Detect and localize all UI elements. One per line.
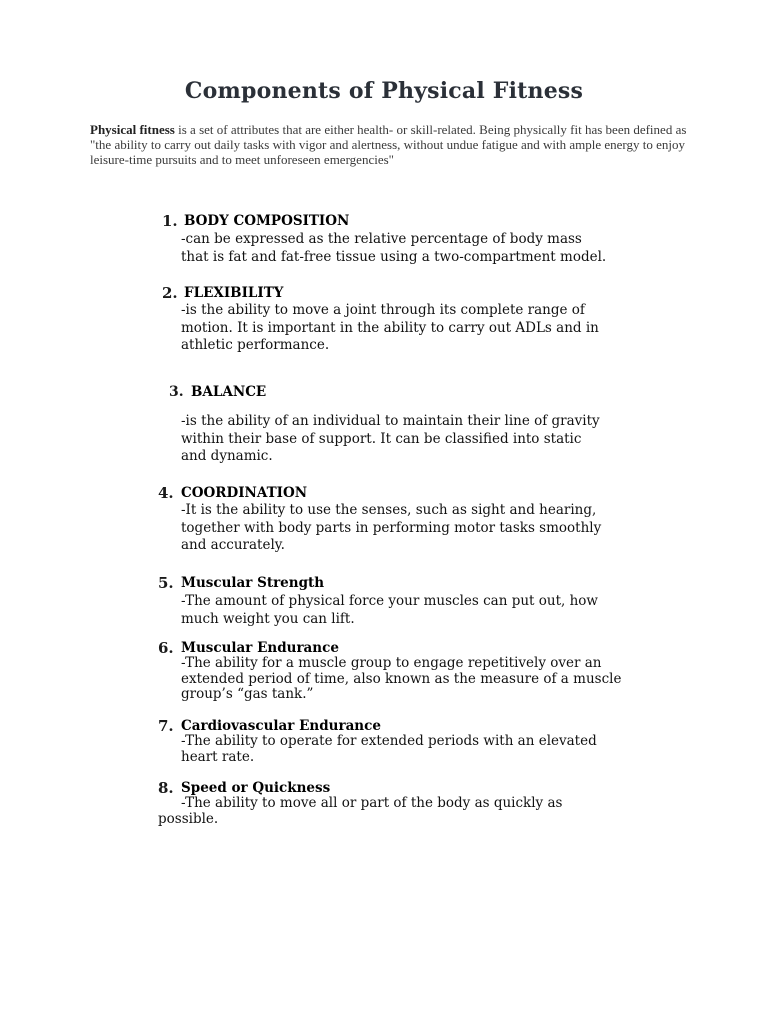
item-1-line: -can be expressed as the relative percentage of body mass	[181, 231, 582, 247]
item-4-heading: COORDINATION	[181, 485, 308, 501]
item-4-line: -It is the ability to use the senses, such as sight and hearing,	[181, 502, 597, 518]
item-8-heading: Speed or Quickness	[181, 780, 331, 796]
item-3-line: and dynamic.	[181, 448, 273, 464]
item-3-number: 3.	[169, 384, 184, 400]
item-7-line: heart rate.	[181, 748, 255, 765]
item-6-line: group’s “gas tank.”	[181, 686, 314, 702]
item-5-description	[181, 593, 701, 628]
item-3-line: -is the ability of an individual to maintain their line of gravity	[181, 413, 600, 429]
item-4-number: 4.	[158, 484, 174, 502]
intro-lead: Physical fitness	[90, 122, 175, 137]
page-title: Components of Physical Fitness	[184, 78, 584, 104]
item-2-line: -is the ability to move a joint through its complete range of	[181, 302, 585, 318]
item-6-number: 6.	[158, 639, 174, 657]
item-5-number: 5.	[158, 574, 174, 592]
item-2-heading: FLEXIBILITY	[184, 285, 284, 301]
item-4-line: and accurately.	[181, 537, 285, 553]
item-5-line: much weight you can lift.	[181, 610, 355, 627]
item-4-description	[181, 502, 701, 555]
item-4-line: together with body parts in performing motor tasks smoothly	[181, 519, 602, 536]
item-7-number: 7.	[158, 717, 174, 735]
item-2-number: 2.	[162, 284, 178, 302]
item-1-description	[181, 231, 701, 266]
item-6-line: -The ability for a muscle group to engage repetitively over an	[181, 655, 602, 671]
intro-paragraph	[90, 122, 690, 167]
item-7-line: -The ability to operate for extended periods with an elevated	[181, 733, 597, 749]
item-7-heading: Cardiovascular Endurance	[181, 718, 381, 734]
item-6-heading: Muscular Endurance	[181, 640, 339, 656]
item-3-description	[181, 413, 701, 466]
item-1-heading: BODY COMPOSITION	[184, 213, 350, 229]
item-3-line: within their base of support. It can be classified into static	[181, 430, 582, 447]
item-5-line: -The amount of physical force your muscles can put out, how	[181, 593, 598, 609]
item-8-number: 8.	[158, 779, 174, 797]
item-2-line: athletic performance.	[181, 337, 330, 353]
item-7-description	[181, 734, 701, 765]
item-1-number: 1.	[162, 212, 178, 230]
item-8-description-line-2: possible.	[158, 811, 219, 827]
intro-text: is a set of attributes that are either health- or skill-related. Being physically fit has been defined as "the ability to carry out daily tasks with vigor and alertness, without undue fatigue and with ample energy to enjoy leisure-time pursuits and to meet unforeseen emergencies"	[90, 122, 687, 167]
item-2-line: motion. It is important in the ability to carry out ADLs and in	[181, 319, 599, 336]
item-3-heading: BALANCE	[191, 384, 267, 400]
item-1-line: that is fat and fat-free tissue using a two-compartment model.	[181, 248, 607, 265]
item-6-description	[181, 656, 701, 703]
item-6-line: extended period of time, also known as the measure of a muscle	[181, 670, 622, 687]
item-8-description-line-1: -The ability to move all or part of the body as quickly as	[181, 795, 563, 811]
item-5-heading: Muscular Strength	[181, 575, 325, 591]
item-2-description	[181, 302, 701, 355]
